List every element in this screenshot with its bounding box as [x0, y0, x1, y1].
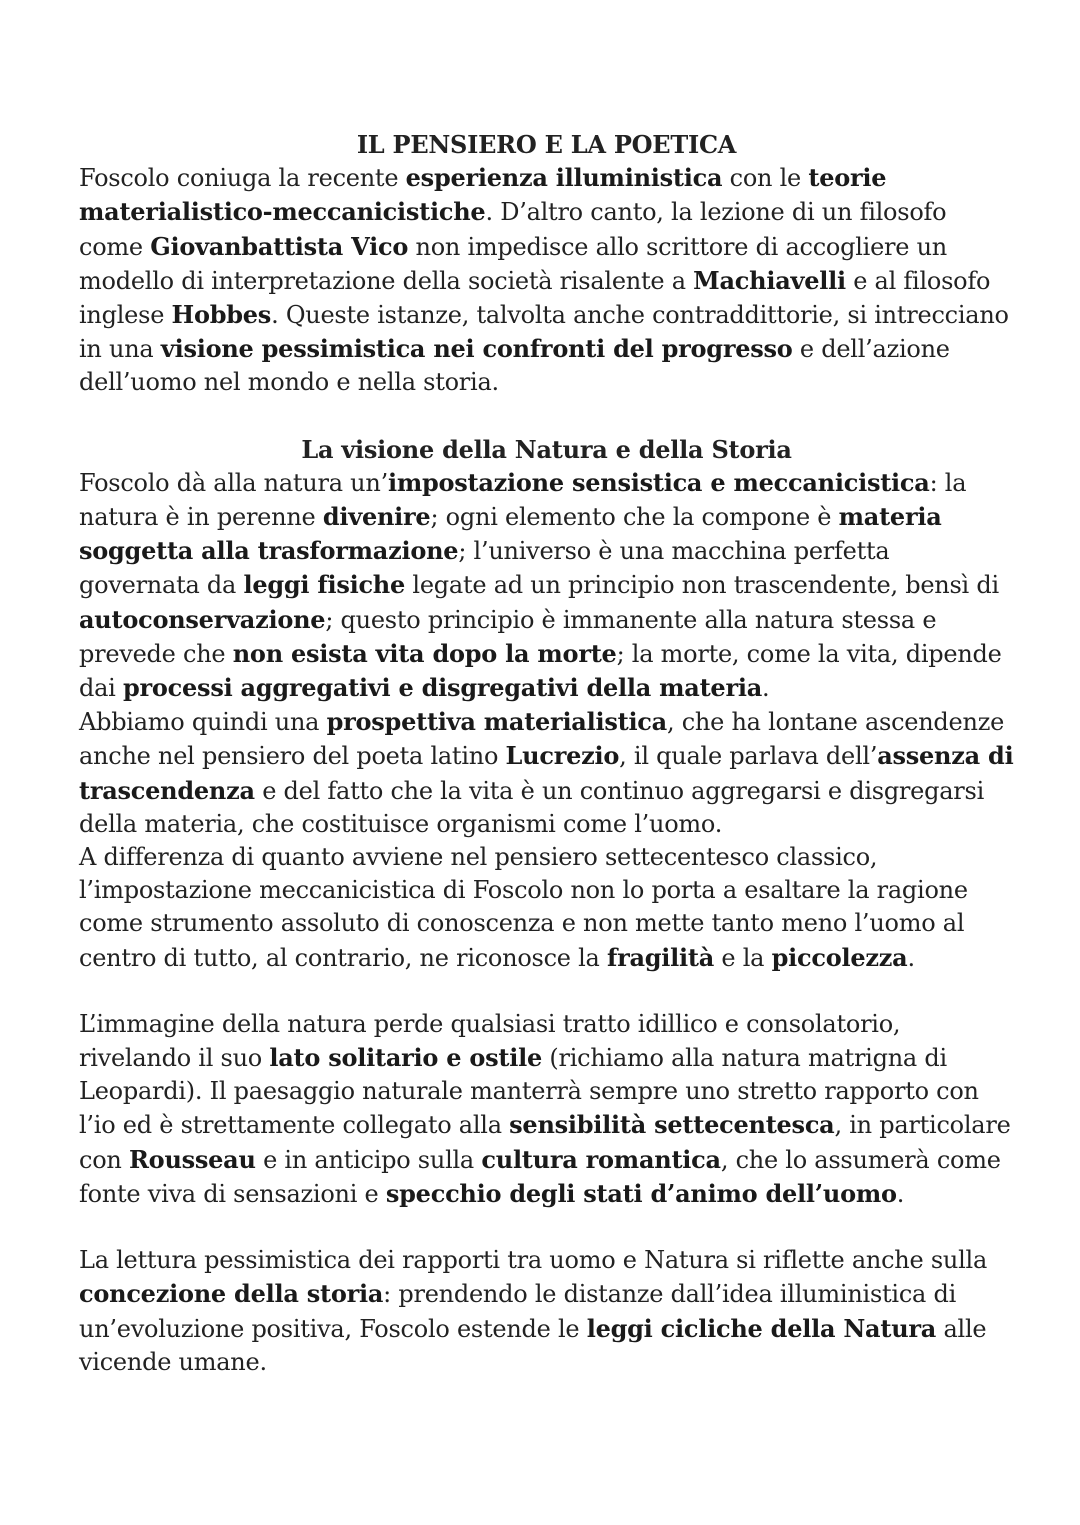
text-run: . [907, 943, 915, 972]
text-run: L’immagine della natura perde qualsiasi tratto idillico e consolatorio, rivelando il suo [79, 1009, 901, 1073]
paragraph-meccanicismo [79, 841, 1014, 975]
bold-text: fragilità [607, 942, 715, 972]
bold-text: divenire [322, 502, 431, 532]
bold-text: non esista vita dopo la morte [232, 638, 617, 668]
text-run: . [762, 674, 770, 703]
bold-text: esperienza illuministica [405, 163, 723, 193]
paragraph-storia [79, 1244, 1014, 1379]
bold-text: leggi fisiche [243, 570, 406, 600]
spacer [79, 400, 1014, 433]
section-title-natura-storia: La visione della Natura e della Storia [301, 434, 792, 464]
bold-text: Rousseau [128, 1144, 256, 1174]
text-run: Foscolo dà alla natura un’ [79, 468, 388, 497]
text-run: e in anticipo sulla [255, 1145, 482, 1174]
bold-text: specchio degli stati d’animo dell’uomo [385, 1178, 897, 1208]
text-run: : la natura è in perenne [79, 468, 967, 532]
bold-text: concezione della storia [79, 1279, 384, 1309]
text-run: , che lo assumerà come fonte viva di sensazioni e [79, 1145, 1001, 1208]
text-run: La lettura pessimistica dei rapporti tra uomo e Natura si riflette anche sulla [79, 1246, 988, 1275]
text-run: ; questo principio è immanente alla natura stessa e prevede che [79, 605, 937, 668]
bold-text: leggi cicliche della Natura [586, 1313, 937, 1343]
bold-text: visione pessimistica nei confronti del progresso [160, 334, 793, 364]
bold-text: prospettiva materialistica [326, 707, 667, 737]
text-run: , in particolare con [79, 1111, 1011, 1174]
bold-text: teorie materialistico-meccanicistiche [79, 163, 887, 227]
text-run: , il quale parlava dell’ [619, 742, 878, 771]
text-run: . Queste istanze, talvolta anche contraddittorie, si intrecciano in una [79, 301, 1009, 364]
spacer [79, 975, 1014, 1008]
bold-text: lato solitario e ostile [269, 1043, 542, 1073]
text-run: e al filosofo inglese [79, 266, 991, 330]
paragraph-materialismo [79, 705, 1014, 841]
paragraph-pensiero [79, 161, 1014, 399]
text-run: (richiamo alla natura matrigna di Leopardi). Il paesaggio naturale manterrà sempre uno stretto rapporto con l’io ed è strettamente collegato alla [79, 1044, 979, 1140]
section-title-poetica: IL PENSIERO E LA POETICA [356, 130, 737, 159]
text-run: con le [722, 164, 809, 193]
text-run: . D’altro canto, la lezione di un filosofo come [79, 198, 947, 261]
text-run: alle vicende umane. [79, 1314, 987, 1376]
bold-text: autoconservazione [79, 604, 326, 634]
text-run: : prendendo le distanze dall’idea illuministica di un’evoluzione positiva, Foscolo estende le [79, 1280, 957, 1343]
document-page [79, 128, 1014, 1379]
bold-text: impostazione sensistica e meccanicistica [387, 467, 930, 497]
text-run: Abbiamo quindi una [79, 708, 327, 737]
text-run: legate ad un principio non trascendente, bensì di [405, 571, 999, 600]
bold-text: Hobbes [171, 300, 272, 330]
text-run: e dell’azione dell’uomo nel mondo e nella storia. [79, 335, 950, 397]
bold-text: Giovanbattista Vico [150, 231, 409, 261]
text-run: A differenza di quanto avviene nel pensiero settecentesco classico, l’impostazione meccanicistica di Foscolo non lo porta a esaltare la ragione come strumento assoluto di conoscenza e non mette tanto meno l’uomo al centro di tutto, al contrario, ne riconosce la [79, 843, 968, 972]
bold-text: assenza di trascendenza [79, 741, 1014, 805]
text-run: , che ha lontane ascendenze anche nel pensiero del poeta latino [79, 708, 1005, 771]
bold-text: materia soggetta alla trasformazione [79, 502, 942, 566]
text-run: ; l’universo è una macchina perfetta governata da [79, 537, 890, 600]
paragraph-immagine-natura [79, 1008, 1014, 1211]
text-run: ; ogni elemento che la compone è [430, 503, 839, 532]
text-run: e del fatto che la vita è un continuo aggregarsi e disgregarsi della materia, che costituisce organismi come l’uomo. [79, 776, 984, 838]
bold-text: Lucrezio [505, 741, 620, 771]
spacer [79, 1211, 1014, 1244]
bold-text: sensibilità settecentesca [509, 1110, 835, 1140]
bold-text: cultura romantica [481, 1144, 721, 1174]
text-run: Foscolo coniuga la recente [79, 164, 406, 193]
text-run: ; la morte, come la vita, dipende dai [79, 639, 1002, 703]
paragraph-natura [79, 466, 1014, 705]
bold-text: Machiavelli [693, 265, 846, 295]
text-run: e la [714, 943, 772, 972]
text-run: . [896, 1179, 905, 1208]
bold-text: processi aggregativi e disgregativi della materia [122, 673, 763, 703]
text-run: non impedisce allo scrittore di accogliere un modello di interpretazione della società risalente a [79, 232, 948, 295]
bold-text: piccolezza [771, 942, 908, 972]
